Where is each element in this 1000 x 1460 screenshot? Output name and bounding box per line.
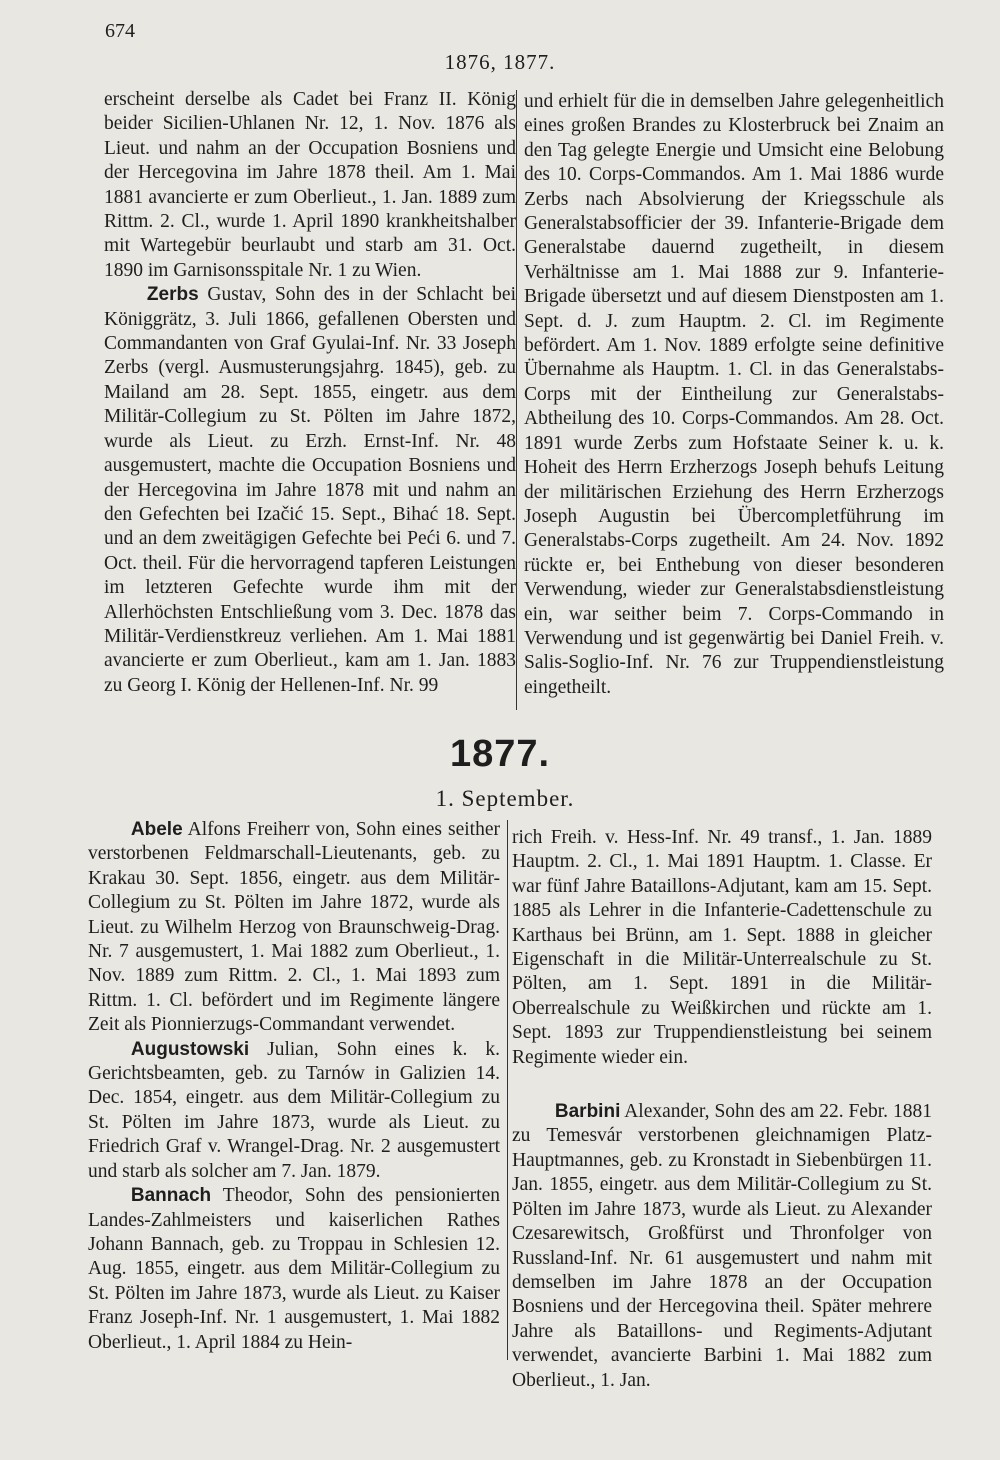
bottom-right-column: [512, 826, 932, 1393]
entry-name: Bannach: [130, 1185, 212, 1207]
entry-abele: [88, 818, 500, 1038]
column-divider: [516, 90, 517, 710]
entry-bannach: [88, 1184, 500, 1355]
entry-text: Julian, Sohn eines k. k. Gerichtsbeamten, geb. zu Tarnów in Galizien 14. Dec. 1854, eingetr. aus dem Militär-Collegium zu St. Pölten im Jahre 1873, wurde als Lieut. zu Friedrich Graf v. Wrangel-Drag. Nr. 2 ausgemustert und starb als solcher am 7. Jan. 1879.: [88, 1038, 500, 1182]
entry-name: Zerbs: [146, 284, 199, 306]
entry-text: Theodor, Sohn des pensionierten Landes-Zahlmeisters und kaiserlichen Rathes Johann Bannach, geb. zu Troppau in Schlesien 12. Aug. 1855, eingetr. aus dem Militär-Collegium zu St. Pölten im Jahre 1873, wurde als Lieut. zu Kaiser Franz Joseph-Inf. Nr. 1 ausgemustert, 1. Mai 1882 Oberlieut., 1. April 1884 zu Hein-: [88, 1185, 500, 1353]
top-left-column: [104, 88, 516, 698]
top-right-column: [524, 90, 944, 700]
bottom-left-column: [88, 818, 500, 1355]
entry-name: Abele: [130, 819, 183, 840]
paragraph-continuation: rich Freih. v. Hess-Inf. Nr. 49 transf., 1. Jan. 1889 Hauptm. 2. Cl., 1. Mai 1891 Hauptm. 1. Classe. Er war fünf Jahre Bataillons-Adjutant, kam am 15. Sept. 1885 als Lehrer in die Infanterie-Cadettenschule zu Karthaus bei Brünn, am 1. Sept. 1888 in gleicher Eigenschaft in die Militär-Unterrealschule zu St. Pölten, am 1. Sept. 1891 in die Militär-Oberrealschule zu Weißkirchen und rückte am 1. Sept. 1893 zur Truppendienstleistung bei seinem Regimente wieder ein.: [512, 827, 932, 1068]
running-head: 1876, 1877.: [444, 50, 556, 74]
section-year: 1877.: [449, 733, 551, 775]
entry-text: Alexander, Sohn des am 22. Febr. 1881 zu Temesvár verstorbenen gleichnamigen Platz-Hauptmannes, geb. zu Kronstadt in Siebenbürgen 11. Jan. 1855, eingetr. aus dem Militär-Collegium zu St. Pölten im Jahre 1873, wurde als Lieut. zu Alexander Czesarewitsch, Großfürst und Thronfolger von Russland-Inf. Nr. 61 ausgemustert und nahm mit demselben im Jahre 1878 an der Occupation Bosniens und der Hercegovina theil. Später mehrere Jahre als Bataillons- und Regiments-Adjutant verwendet, avancierte Barbini 1. Mai 1882 zum Oberlieut., 1. Jan.: [512, 1101, 932, 1391]
entry-augustowski: [88, 1038, 500, 1184]
column-divider: [507, 820, 508, 1360]
entry-text: Gustav, Sohn des in der Schlacht bei Königgrätz, 3. Juli 1866, gefallenen Obersten und Commandanten von Graf Gyulai-Inf. Nr. 33 Joseph Zerbs (vergl. Ausmusterungsjahrg. 1845), geb. zu Mailand am 28. Sept. 1855, eingetr. aus dem Militär-Collegium zu St. Pölten im Jahre 1872, wurde als Lieut. zu Erzh. Ernst-Inf. Nr. 48 ausgemustert, machte die Occupation Bosniens und der Hercegovina im Jahre 1878 mit und nahm an den Gefechten bei Izačić 15. Sept., Bihać 18. Sept. und an dem zweitägigen Gefechte bei Peći 6. und 7. Oct. theil. Für die hervorragend tapferen Leistungen im letzteren Gefechte wurde ihm mit der Allerhöchsten Entschließung vom 3. Dec. 1878 das Militär-Verdienstkreuz verliehen. Am 1. Mai 1881 avancierte er zum Oberlieut., kam am 1. Jan. 1883 zu Georg I. König der Hellenen-Inf. Nr. 99: [104, 284, 516, 696]
entry-name: Barbini: [554, 1101, 621, 1123]
entry-text: Alfons Freiherr von, Sohn eines seither verstorbenen Feldmarschall-Lieutenants, geb. zu Krakau 30. Sept. 1856, eingetr. aus dem Militär-Collegium zu St. Pölten im Jahre 1872, wurde als Lieut. zu Wilhelm Herzog von Braunschweig-Drag. Nr. 7 ausgemustert, 1. Mai 1882 zum Oberlieut., 1. Nov. 1889 zum Rittm. 2. Cl., 1. Mai 1893 zum Rittm. 1. Cl. befördert und im Regimente längere Zeit als Pionnierzugs-Commandant verwendet.: [88, 819, 500, 1036]
entry-barbini: [512, 1100, 932, 1393]
page-number: 674: [105, 20, 135, 42]
paragraph-continuation: erscheint derselbe als Cadet bei Franz II. König beider Sicilien-Uhlanen Nr. 12, 1. Nov. 1876 als Lieut. und nahm an der Occupation Bosniens und der Hercegovina im Jahre 1878 theil. Am 1. Mai 1881 avancierte er zum Oberlieut., 1. Jan. 1889 zum Rittm. 2. Cl., wurde 1. April 1890 krankheitshalber mit Wartegebür beurlaubt und starb am 31. Oct. 1890 im Garnisonsspitale Nr. 1 zu Wien.: [104, 89, 516, 281]
entry-name: Augustowski: [130, 1038, 250, 1060]
entry-zerbs: [104, 283, 516, 698]
paragraph-continuation: und erhielt für die in demselben Jahre gelegenheitlich eines großen Brandes zu Klosterbruck bei Znaim an den Tag gelegte Energie und Umsicht eine Belobung des 10. Corps-Commandos. Am 1. Mai 1886 wurde Zerbs nach Absolvierung der Kriegsschule als Generalstabsofficier der 39. Infanterie-Brigade dem Generalstabe dauernd zugetheilt, in diesem Verhältnisse am 1. Mai 1888 zur 9. Infanterie-Brigade übersetzt und auf diesem Dienstposten am 1. Sept. d. J. zum Hauptm. 2. Cl. im Regimente befördert. Am 1. Nov. 1889 erfolgte seine definitive Übernahme als Hauptm. 1. Cl. in das Generalstabs-Corps mit der Eintheilung zur Generalstabs-Abtheilung des 10. Corps-Commandos. Am 28. Oct. 1891 wurde Zerbs zum Hofstaate Seiner k. u. k. Hoheit des Herrn Erzherzogs Joseph behufs Leitung der militärischen Erziehung des Herrn Erzherzogs Joseph Augustin bei Übercompletführung im Generalstabs-Corps zugetheilt. Am 24. Nov. 1892 rückte er, bei Enthebung von dieser besonderen Verwendung, wieder zur Generalstabsdienstleistung ein, war seither beim 7. Corps-Commando in Verwendung und ist gegenwärtig bei Daniel Freih. v. Salis-Soglio-Inf. Nr. 76 zur Truppendienstleistung eingetheilt.: [524, 91, 944, 698]
section-date: 1. September.: [435, 786, 575, 811]
